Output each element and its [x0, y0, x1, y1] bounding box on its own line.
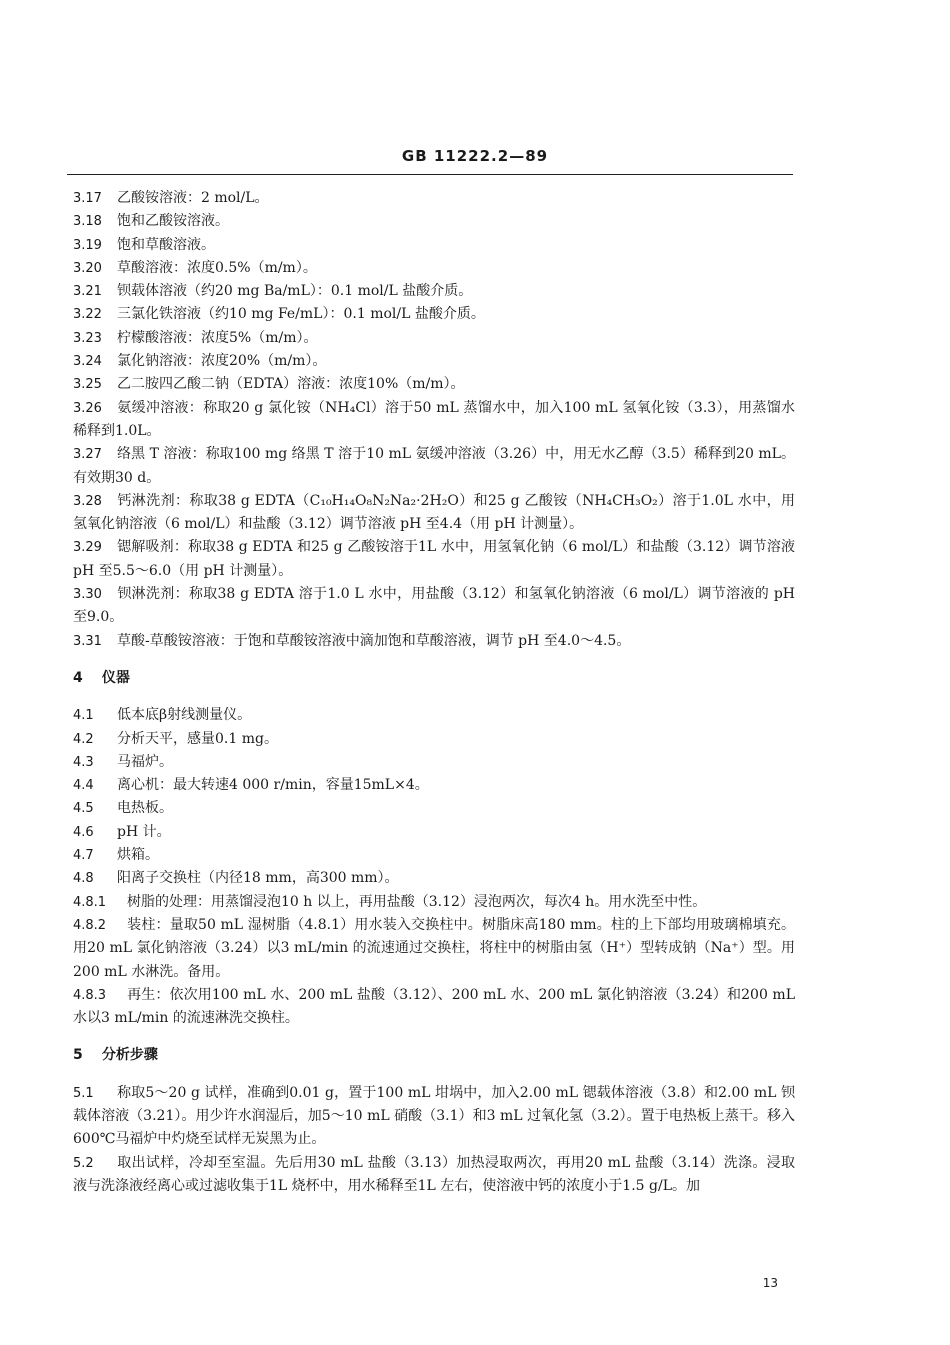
list-item [73, 728, 795, 751]
list-item [73, 774, 795, 797]
item-text: 饱和草酸溶液。 [117, 236, 215, 253]
item-number: 3.22 [73, 307, 102, 323]
item-text: 三氯化铁溶液（约10 mg Fe/mL）：0.1 mol/L 盐酸介质。 [117, 306, 485, 323]
section-title: 仪器 [101, 669, 130, 686]
list-item [73, 280, 795, 303]
list-item [73, 630, 795, 653]
item-number: 3.28 [73, 493, 102, 509]
item-number: 3.31 [73, 633, 102, 649]
item-number: 3.24 [73, 354, 102, 370]
list-item [73, 373, 795, 396]
item-text: 烘箱。 [117, 847, 159, 864]
list-item [73, 984, 795, 1031]
item-text: 低本底β射线测量仪。 [117, 707, 252, 724]
item-text: 饱和乙酸铵溶液。 [117, 213, 229, 230]
list-item [73, 210, 795, 233]
item-number: 4.7 [73, 848, 94, 864]
item-number: 4.5 [73, 801, 94, 817]
item-number: 4.8.1 [73, 894, 107, 910]
item-number: 4.4 [73, 778, 94, 794]
item-text: 乙酸铵溶液：2 mol/L。 [117, 190, 269, 206]
list-item [73, 891, 795, 914]
item-text: 马福炉。 [117, 753, 173, 770]
list-item [73, 844, 795, 867]
item-text: 阳离子交换柱（内径18 mm，高300 mm）。 [117, 870, 399, 887]
item-text: 草酸溶液：浓度0.5%（m/m）。 [117, 259, 317, 276]
list-item [73, 257, 795, 280]
item-number: 4.8.2 [73, 917, 107, 933]
item-text: 离心机：最大转速4 000 r/min，容量15mL×4。 [117, 777, 429, 794]
list-item [73, 704, 795, 727]
procedure-list [73, 1082, 795, 1198]
item-number: 4.2 [73, 731, 94, 747]
item-number: 3.17 [73, 191, 102, 206]
item-number: 5.2 [73, 1155, 94, 1171]
list-item [73, 490, 795, 537]
item-text: 称取5～20 g 试样，准确到0.01 g，置于100 mL 坩埚中，加入2.00 mL 锶载体溶液（3.8）和2.00 mL 钡载体溶液（3.21）。用少许水润湿后，加5～10 mL 硝酸（3.1）和3 mL 过氧化氢（3.2）。置于电热板上蒸干。移入600℃马福炉中灼烧至试样无炭黑为止。 [73, 1084, 795, 1148]
list-item [73, 350, 795, 373]
list-item [73, 327, 795, 350]
list-item [73, 303, 795, 326]
section-number: 5 [73, 1047, 83, 1064]
item-text: 乙二胺四乙酸二钠（EDTA）溶液：浓度10%（m/m）。 [117, 376, 465, 393]
page-number: 13 [762, 1276, 778, 1290]
list-item [73, 914, 795, 984]
section-title: 分析步骤 [101, 1047, 158, 1064]
list-item [73, 397, 795, 444]
item-text: 装柱：量取50 mL 湿树脂（4.8.1）用水装入交换柱中。树脂床高180 mm。柱的上下部均用玻璃棉填充。用20 mL 氯化钠溶液（3.24）以3 mL/min 的流速通过交换柱，将柱中的树脂由氢（H⁺）型转成钠（Na⁺）型。用200 mL 水淋洗。备用。 [73, 916, 795, 980]
item-text: 再生：依次用100 mL 水、200 mL 盐酸（3.12）、200 mL 水、200 mL 氯化钠溶液（3.24）和200 mL 水以3 mL/min 的流速淋洗交换柱。 [73, 986, 795, 1027]
list-item [73, 1152, 795, 1199]
instrument-list [73, 704, 795, 1030]
item-text: pH 计。 [117, 823, 171, 840]
item-number: 5.1 [73, 1085, 94, 1101]
item-text: 锶解吸剂：称取38 g EDTA 和25 g 乙酸铵溶于1L 水中，用氢氧化钠（6 mol/L）和盐酸（3.12）调节溶液 pH 至5.5～6.0（用 pH 计测量）。 [73, 539, 795, 579]
list-item [73, 751, 795, 774]
item-text: 树脂的处理：用蒸馏浸泡10 h 以上，再用盐酸（3.12）浸泡两次，每次4 h。用水洗至中性。 [127, 893, 707, 910]
item-text: 钡淋洗剂：称取38 g EDTA 溶于1.0 L 水中，用盐酸（3.12）和氢氧化钠溶液（6 mol/L）调节溶液的 pH 至9.0。 [73, 586, 795, 626]
item-text: 氨缓冲溶液：称取20 g 氯化铵（NH₄Cl）溶于50 mL 蒸馏水中，加入100 mL 氢氧化铵（3.3），用蒸馏水稀释到1.0L。 [73, 399, 795, 439]
item-text: 取出试样，冷却至室温。先后用30 mL 盐酸（3.13）加热浸取两次，再用20 mL 盐酸（3.14）洗涤。浸取液与洗涤液经离心或过滤收集于1L 烧杯中，用水稀释至1L 左右，使溶液中钙的浓度小于1.5 g/L。加 [73, 1154, 795, 1194]
list-item [73, 867, 795, 890]
document-body [73, 187, 795, 1198]
item-number: 3.23 [73, 330, 102, 346]
item-number: 3.27 [73, 447, 102, 463]
item-text: 氯化钠溶液：浓度20%（m/m）。 [117, 353, 327, 370]
section-heading-procedure [73, 1044, 795, 1067]
item-number: 3.25 [73, 377, 102, 393]
list-item [73, 821, 795, 844]
section-heading-instruments [73, 667, 795, 690]
item-number: 3.26 [73, 400, 102, 416]
list-item [73, 536, 795, 583]
item-text: 草酸-草酸铵溶液：于饱和草酸铵溶液中滴加饱和草酸溶液，调节 pH 至4.0～4.5。 [117, 632, 631, 649]
item-number: 3.18 [73, 214, 102, 230]
list-item [73, 797, 795, 820]
list-item [73, 443, 795, 490]
list-item [73, 1082, 795, 1152]
item-text: 电热板。 [117, 800, 173, 817]
item-number: 4.8.3 [73, 987, 107, 1003]
item-number: 4.1 [73, 708, 94, 724]
standard-header: GB 11222.2—89 [401, 147, 549, 165]
item-number: 4.3 [73, 754, 94, 770]
list-item [73, 583, 795, 630]
item-number: 3.20 [73, 260, 102, 276]
section-number: 4 [73, 669, 83, 686]
item-number: 3.29 [73, 540, 102, 556]
item-number: 4.8 [73, 871, 94, 887]
item-text: 柠檬酸溶液：浓度5%（m/m）。 [117, 329, 318, 346]
item-text: 钙淋洗剂：称取38 g EDTA（C₁₀H₁₄O₈N₂Na₂·2H₂O）和25 g 乙酸铵（NH₄CH₃O₂）溶于1.0L 水中，用氢氧化钠溶液（6 mol/L）和盐酸（3.12）调节溶液 pH 至4.4（用 pH 计测量）。 [73, 492, 795, 533]
reagent-list [73, 187, 795, 653]
item-number: 4.6 [73, 824, 94, 840]
item-number: 3.30 [73, 587, 102, 603]
list-item [73, 234, 795, 257]
item-text: 络黑 T 溶液：称取100 mg 络黑 T 溶于10 mL 氨缓冲溶液（3.26）中，用无水乙醇（3.5）稀释到20 mL。有效期30 d。 [73, 446, 795, 486]
item-number: 3.19 [73, 237, 102, 253]
item-number: 3.21 [73, 284, 102, 300]
item-text: 钡载体溶液（约20 mg Ba/mL）：0.1 mol/L 盐酸介质。 [117, 283, 473, 300]
list-item [73, 187, 795, 210]
header-rule [67, 174, 793, 175]
item-text: 分析天平，感量0.1 mg。 [117, 730, 278, 747]
